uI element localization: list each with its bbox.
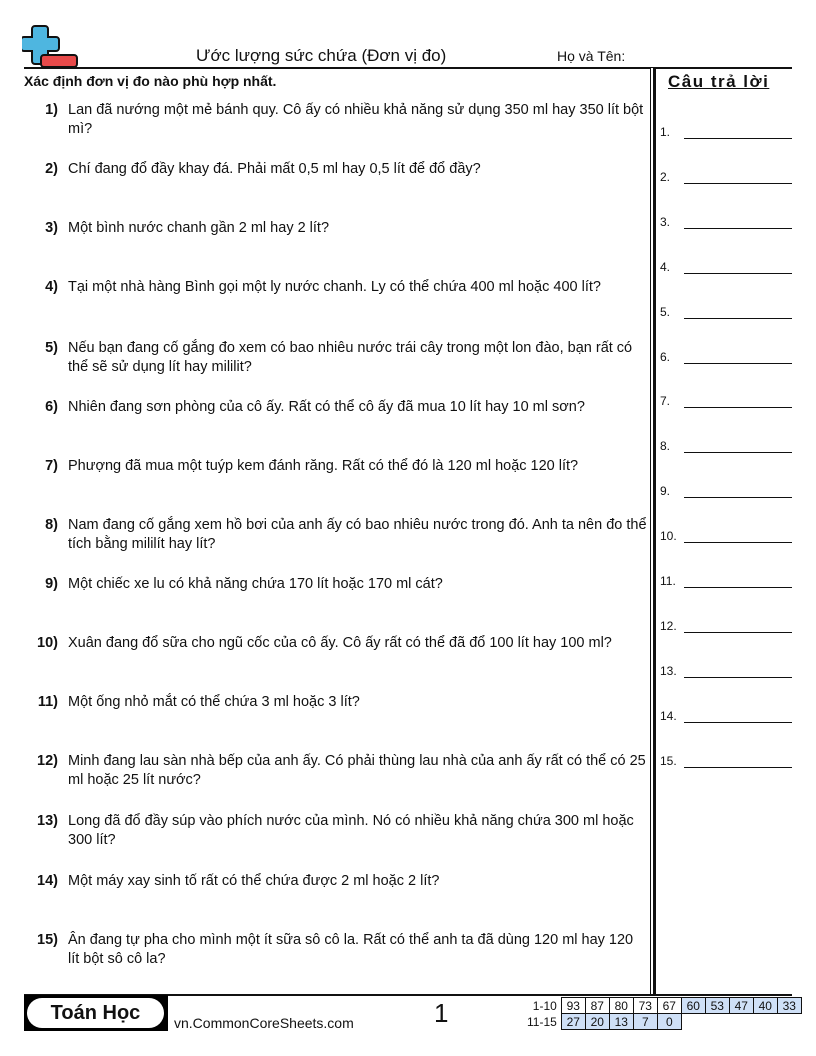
answer-number: 7. [660, 394, 671, 409]
score-cell: 27 [561, 1014, 585, 1030]
score-table [524, 997, 802, 1030]
answer-blank[interactable] [684, 169, 792, 184]
question-item [24, 693, 649, 712]
column-divider [650, 68, 653, 995]
question-text: Nếu bạn đang cố gắng đo xem có bao nhiêu nước trái cây trong một lon đào, bạn rất có thể sẽ sử dụng lít hay mililit? [68, 340, 633, 375]
answer-item [660, 528, 792, 543]
question-text: Phượng đã mua một tuýp kem đánh răng. Rất có thể đó là 120 ml hoặc 120 lít? [68, 458, 579, 474]
answer-item [660, 304, 792, 319]
question-number: 4) [45, 279, 58, 295]
question-item [24, 575, 649, 594]
answer-blank[interactable] [684, 259, 792, 274]
answer-item [660, 393, 792, 408]
answer-number: 15. [660, 753, 677, 768]
question-item [24, 219, 649, 238]
answer-number: 2. [660, 169, 671, 184]
question-text: Minh đang lau sàn nhà bếp của anh ấy. Có phải thùng lau nhà của anh ấy rất có thể có 25 ml hoặc 25 lít nước? [68, 753, 646, 788]
answer-item [660, 214, 792, 229]
score-row-label: 11-15 [527, 1014, 557, 1029]
question-number: 13) [37, 813, 58, 829]
question-text: Một bình nước chanh gần 2 ml hay 2 lít? [68, 220, 330, 236]
question-text: Tại một nhà hàng Bình gọi một ly nước chanh. Ly có thể chứa 400 ml hoặc 400 lít? [68, 279, 601, 295]
brand-label: Toán Học [27, 998, 164, 1028]
question-item [24, 752, 649, 790]
question-item [24, 101, 649, 139]
score-cell: 93 [561, 998, 585, 1014]
question-item [24, 160, 649, 179]
answer-blank[interactable] [684, 438, 792, 453]
score-cell: 7 [633, 1014, 657, 1030]
question-number: 3) [45, 220, 58, 236]
answers-title: Câu trả lời [668, 72, 770, 91]
question-text: Một chiếc xe lu có khả năng chứa 170 lít hoặc 170 ml cát? [68, 576, 443, 592]
answer-blank[interactable] [684, 708, 792, 723]
answer-number: 6. [660, 349, 671, 364]
answer-item [660, 573, 792, 588]
answer-number: 14. [660, 708, 677, 723]
question-item [24, 634, 649, 653]
answer-number: 3. [660, 214, 671, 229]
score-cell: 20 [585, 1014, 609, 1030]
answer-number: 8. [660, 439, 671, 454]
answer-item [660, 708, 792, 723]
question-number: 10) [37, 635, 58, 651]
answer-number: 10. [660, 529, 677, 544]
answer-number: 13. [660, 663, 677, 678]
answer-blank[interactable] [684, 618, 792, 633]
answer-item [660, 663, 792, 678]
score-row [524, 998, 801, 1014]
page-number: 1 [434, 998, 449, 1028]
score-row [524, 1014, 801, 1030]
score-cell: 87 [585, 998, 609, 1014]
score-cell: 67 [657, 998, 681, 1014]
question-number: 2) [45, 161, 58, 177]
question-number: 8) [45, 517, 58, 533]
question-text: Nam đang cố gắng xem hồ bơi của anh ấy có bao nhiêu nước trong đó. Anh ta nên đo thể tích bằng mililít hay lít? [68, 517, 647, 552]
question-number: 11) [37, 694, 58, 710]
question-text: Xuân đang đổ sữa cho ngũ cốc của cô ấy. Cô ấy rất có thể đã đổ 100 lít hay 100 ml? [68, 635, 612, 651]
answer-item [660, 438, 792, 453]
answer-blank[interactable] [684, 214, 792, 229]
answer-blank[interactable] [684, 304, 792, 319]
score-cell: 33 [777, 998, 801, 1014]
question-number: 14) [37, 873, 58, 889]
answer-number: 4. [660, 259, 671, 274]
name-label: Họ và Tên: [557, 48, 626, 64]
score-cell: 53 [705, 998, 729, 1014]
question-item [24, 931, 649, 969]
answer-item [660, 169, 792, 184]
score-cell: 0 [657, 1014, 681, 1030]
question-number: 1) [45, 102, 58, 118]
question-item [24, 516, 649, 554]
question-text: Chí đang đổ đầy khay đá. Phải mất 0,5 ml hay 0,5 lít để đổ đầy? [68, 161, 481, 177]
question-text: Một ống nhỏ mắt có thể chứa 3 ml hoặc 3 lít? [68, 694, 360, 710]
answer-blank[interactable] [684, 349, 792, 364]
answer-blank[interactable] [684, 573, 792, 588]
question-number: 5) [45, 340, 58, 356]
score-cell: 13 [609, 1014, 633, 1030]
question-number: 15) [37, 932, 58, 948]
answer-number: 12. [660, 618, 677, 633]
answer-blank[interactable] [684, 124, 792, 139]
answer-blank[interactable] [684, 393, 792, 408]
question-number: 7) [45, 458, 58, 474]
header-rule [24, 67, 792, 69]
answer-item [660, 753, 792, 768]
answer-blank[interactable] [684, 483, 792, 498]
logo-icon [22, 24, 80, 68]
answer-item [660, 349, 792, 364]
answer-item [660, 124, 792, 139]
answer-number: 5. [660, 304, 671, 319]
question-number: 9) [45, 576, 58, 592]
score-cell: 60 [681, 998, 705, 1014]
answer-item [660, 618, 792, 633]
score-row-label: 1-10 [532, 998, 557, 1013]
score-cell: 80 [609, 998, 633, 1014]
question-item [24, 457, 649, 476]
question-item [24, 872, 649, 891]
question-item [24, 398, 649, 417]
answer-number: 1. [660, 125, 671, 139]
answer-blank[interactable] [684, 663, 792, 678]
instructions: Xác định đơn vị đo nào phù hợp nhất. [24, 73, 277, 89]
score-cell: 40 [753, 998, 777, 1014]
score-cell: 47 [729, 998, 753, 1014]
answer-blank[interactable] [684, 528, 792, 543]
question-item [24, 812, 649, 850]
question-text: Ân đang tự pha cho mình một ít sữa sô cô la. Rất có thể anh ta đã dùng 120 ml hay 120 lít bột sô cô la? [68, 932, 634, 967]
answer-blank[interactable] [684, 753, 792, 768]
answer-item [660, 483, 792, 498]
question-text: Một máy xay sinh tố rất có thể chứa được 2 ml hoặc 2 lít? [68, 873, 440, 889]
question-text: Long đã đổ đầy súp vào phích nước của mình. Nó có nhiều khả năng chứa 300 ml hoặc 300 lít? [68, 813, 634, 848]
question-item [24, 339, 649, 377]
answer-number: 11. [660, 574, 676, 588]
question-item [24, 278, 649, 297]
question-text: Lan đã nướng một mẻ bánh quy. Cô ấy có nhiều khả năng sử dụng 350 ml hay 350 lít bột mì? [68, 102, 644, 137]
site-url: vn.CommonCoreSheets.com [174, 1015, 354, 1031]
answer-item [660, 259, 792, 274]
question-number: 12) [37, 753, 58, 769]
question-number: 6) [45, 399, 58, 415]
worksheet-title: Ước lượng sức chứa (Đơn vị đo) [196, 46, 447, 65]
score-cell: 73 [633, 998, 657, 1014]
question-text: Nhiên đang sơn phòng của cô ấy. Rất có thể cô ấy đã mua 10 lít hay 10 ml sơn? [68, 399, 585, 415]
answer-number: 9. [660, 484, 671, 499]
